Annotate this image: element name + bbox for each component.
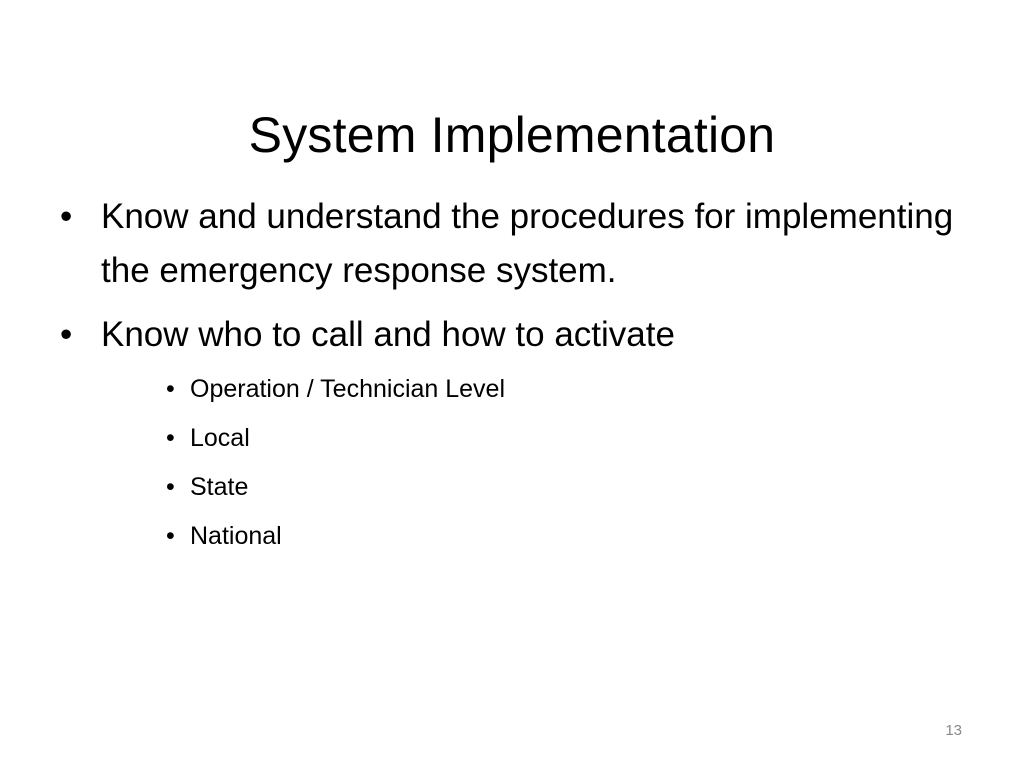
sub-bullet-item <box>60 421 960 455</box>
bullet-icon: • <box>60 315 73 354</box>
slide-content <box>60 190 960 568</box>
sub-bullet-icon: • <box>166 522 175 550</box>
bullet-text: Know who to call and how to activate <box>101 315 675 354</box>
bullet-item <box>60 190 960 298</box>
sub-bullet-text: Local <box>190 424 250 452</box>
sub-bullet-item <box>60 372 960 406</box>
bullet-text: Know and understand the procedures for implementing the emergency response system. <box>101 197 954 290</box>
sub-bullet-item <box>60 470 960 504</box>
sub-bullet-icon: • <box>166 473 175 501</box>
bullet-item <box>60 308 960 362</box>
sub-bullet-icon: • <box>166 375 175 403</box>
sub-bullet-text: Operation / Technician Level <box>190 375 506 403</box>
bullet-icon: • <box>60 197 73 236</box>
sub-bullet-item <box>60 519 960 553</box>
sub-bullet-icon: • <box>166 424 175 452</box>
sub-bullet-text: State <box>190 473 249 501</box>
sub-bullet-list <box>60 372 960 553</box>
page-number: 13 <box>945 722 962 739</box>
sub-bullet-text: National <box>190 522 282 550</box>
slide-title: System Implementation <box>248 107 776 163</box>
